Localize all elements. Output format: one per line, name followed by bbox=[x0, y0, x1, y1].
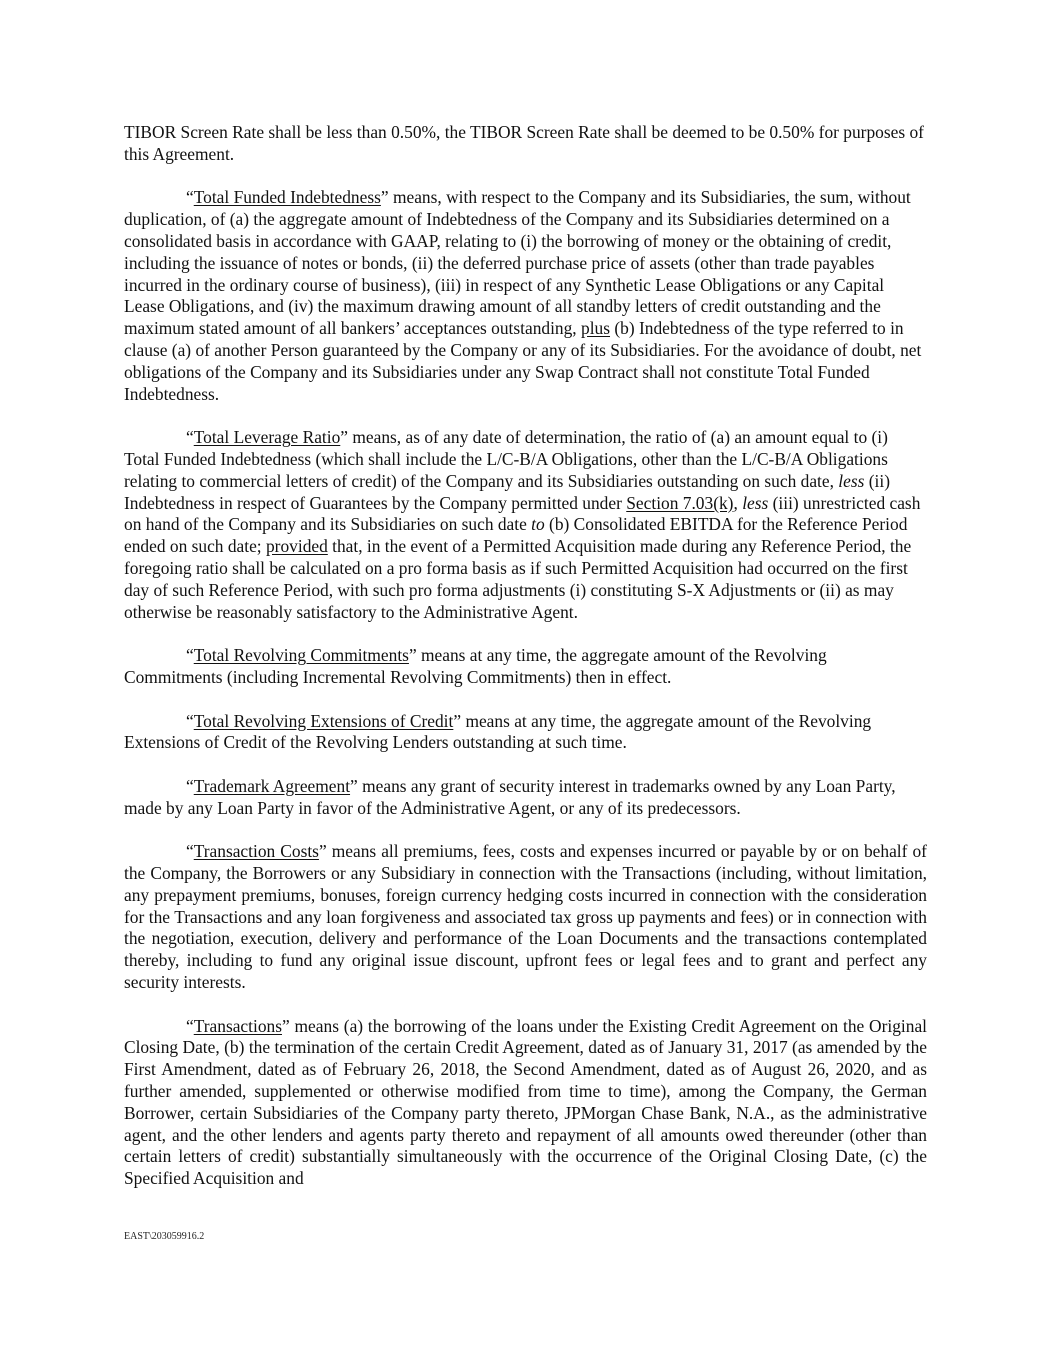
section-reference: Section 7.03(k) bbox=[626, 492, 734, 513]
definition-transactions: “Transactions” means (a) the borrowing of the loans under the Existing Credit Agreement on the Original Closing Date, (b) the termination of the certain Credit Agreement, dated as of January 31, 2017 (as amended by the First Amendment, dated as of February 26, 2018, the Second Amendment, dated as of August 26, 2020, and as further amended, supplemented or otherwise modified from time to time), among the Company, the German Borrower, certain Subsidiaries of the Company party thereto, JPMorgan Chase Bank, N.A., as the administrative agent, and the other lenders and agents party thereto and repayment of all amounts owed thereunder (other than certain letters of credit) substantially simultaneously with the occurrence of the Original Closing Date, (c) the Specified Acquisition and bbox=[124, 1015, 927, 1189]
defined-term: Total Revolving Commitments bbox=[193, 645, 409, 666]
document-page bbox=[124, 122, 927, 1212]
defined-term: Total Funded Indebtedness bbox=[193, 187, 381, 208]
definition-total-revolving-commitments: “Total Revolving Commitments” means at any time, the aggregate amount of the Revolving Commitments (including Incremental Revolving Commitments) then in effect. bbox=[124, 645, 827, 687]
defined-term: Transactions bbox=[193, 1015, 282, 1036]
defined-term: Total Leverage Ratio bbox=[193, 427, 341, 448]
defined-term: Transaction Costs bbox=[193, 841, 319, 862]
defined-term: Trademark Agreement bbox=[193, 775, 351, 796]
paragraph-tibor-continuation: TIBOR Screen Rate shall be less than 0.50%, the TIBOR Screen Rate shall be deemed to be 0.50% for purposes of this Agreement. bbox=[124, 122, 924, 164]
footer-document-id: EAST\203059916.2 bbox=[124, 1231, 205, 1242]
definition-transaction-costs: “Transaction Costs” means all premiums, fees, costs and expenses incurred or payable by or on behalf of the Company, the Borrowers or any Subsidiary in connection with the Transactions (including, without limitation, any prepayment premiums, bonuses, foreign currency hedging costs incurred in connection with the consideration for the Transactions and any loan forgiveness and associated tax gross up payments and fees) or in connection with the negotiation, execution, delivery and performance of the Loan Documents and the transactions contemplated thereby, including to fund any original issue discount, upfront fees or legal fees and to grant and perfect any security interests. bbox=[124, 841, 927, 993]
definition-total-revolving-extensions-of-credit: “Total Revolving Extensions of Credit” means at any time, the aggregate amount of the Revolving Extensions of Credit of the Revolving Lenders outstanding at such time. bbox=[124, 710, 872, 753]
definition-trademark-agreement: “Trademark Agreement” means any grant of security interest in trademarks owned by any Loan Party, made by any Loan Party in favor of the Administrative Agent, or any of its predecessors. bbox=[124, 775, 896, 818]
defined-term: Total Revolving Extensions of Credit bbox=[193, 710, 454, 731]
definition-total-funded-indebtedness: “Total Funded Indebtedness” means, with respect to the Company and its Subsidiaries, the sum, without duplication, of (a) the aggregate amount of Indebtedness of the Company and its Subsidiaries determined on a consolidated basis in accordance with GAAP, relating to (i) the borrowing of money or the obtaining of credit, including the issuance of notes or bonds, (ii) the deferred purchase price of assets (other than trade payables incurred in the ordinary course of business), (iii) in respect of any Synthetic Lease Obligations or any Capital Lease Obligations, and (iv) the maximum drawing amount of all standby letters of credit outstanding and the maximum stated amount of all bankers’ acceptances outstanding, plus (b) Indebtedness of the type referred to in clause (a) of another Person guaranteed by the Company or any of its Subsidiaries. For the avoidance of doubt, net obligations of the Company and its Subsidiaries under any Swap Contract shall not constitute Total Funded Indebtedness. bbox=[124, 187, 922, 404]
definition-total-leverage-ratio: “Total Leverage Ratio” means, as of any date of determination, the ratio of (a) an amount equal to (i) Total Funded Indebtedness (which shall include the L/C-B/A Obligations, other than the L/C-B/A Obligations relating to commercial letters of credit) of the Company and its Subsidiaries outstanding on such date, less (ii) Indebtedness in respect of Guarantees by the Company permitted under Section 7.03(k), less (iii) unrestricted cash on hand of the Company and its Subsidiaries on such date to (b) Consolidated EBITDA for the Reference Period ended on such date; provided that, in the event of a Permitted Acquisition made during any Reference Period, the foregoing ratio shall be calculated on a pro forma basis as if such Permitted Acquisition had occurred on the first day of such Reference Period, with such pro forma adjustments (i) constituting S-X Adjustments or (ii) as may otherwise be reasonably satisfactory to the Administrative Agent. bbox=[124, 427, 921, 622]
